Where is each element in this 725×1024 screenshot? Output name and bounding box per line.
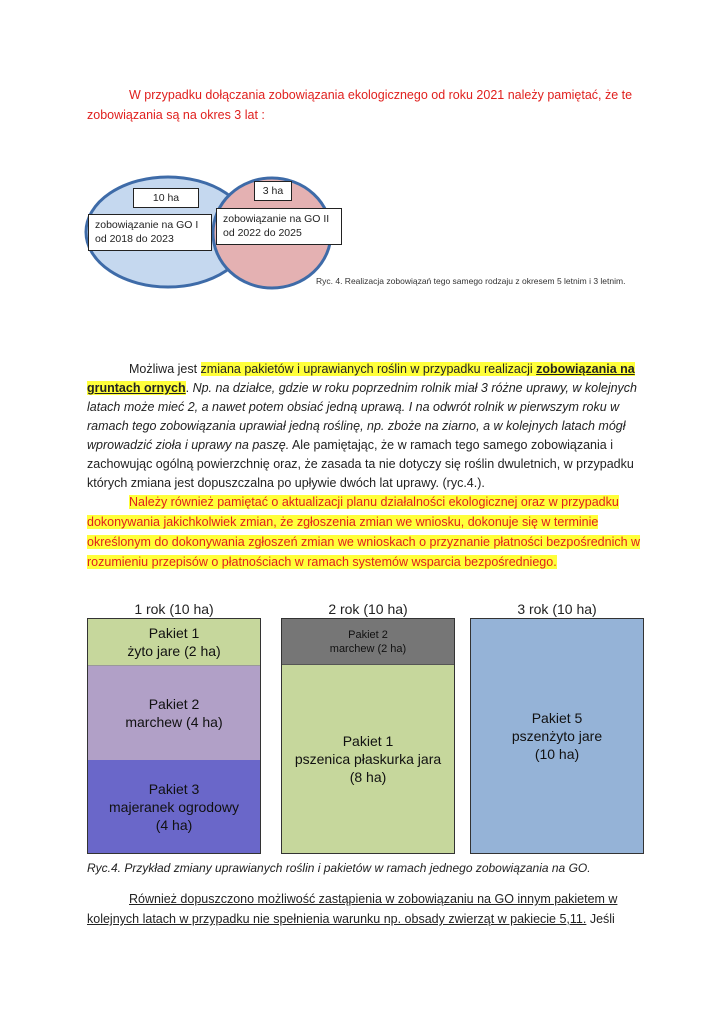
year-2-segment-2 — [282, 665, 454, 853]
year-2-title: 2 rok (10 ha) — [328, 601, 408, 617]
y1-s2-title: Pakiet 2 — [148, 696, 200, 712]
para1-text-b: . — [185, 381, 193, 395]
para2-line-3 — [87, 533, 640, 551]
para1-italic-a: Np. na działce, gdzie w roku poprzednim rolnik miał 3 różne uprawy, w kolejnych — [192, 381, 637, 395]
para1-line-4: ramach tego zobowiązania uprawiał jedną roślinę, np. zboże na ziarno, a w kolejnych latach mógł — [87, 419, 626, 433]
para1-line-5 — [87, 436, 613, 454]
venn-caption: Ryc. 4. Realizacja zobowiązań tego samego rodzaju z okresem 5 letnim i 3 letnim. — [316, 276, 626, 286]
para2-text-4: rozumieniu przepisów o płatnościach w ramach systemów wsparcia bezpośredniego. — [87, 555, 557, 569]
year-1-segment-2 — [88, 666, 260, 760]
y2-s2-title: Pakiet 1 — [342, 733, 394, 749]
para2-line-1 — [87, 493, 619, 511]
y1-s1-crop: żyto jare (2 ha) — [127, 643, 221, 659]
year-1-title: 1 rok (10 ha) — [134, 601, 214, 617]
venn-right-label-box — [216, 208, 342, 245]
year-2-column — [281, 618, 455, 854]
y2-s1-title: Pakiet 2 — [348, 628, 388, 641]
para1-text-a: Możliwa jest — [129, 362, 201, 376]
para2-text-1: Należy również pamiętać o aktualizacji planu działalności ekologicznej oraz w przypadku — [129, 495, 619, 509]
para1-line-6: zachowując ogólną powierzchnię oraz, że zasada ta nie dotyczy się roślin dwuletnich, w przypadku — [87, 457, 634, 471]
para2-text-2: dokonywania jakichkolwiek zmian, że zgłoszenia zmian we wniosku, dokonuje się w terminie — [87, 515, 599, 529]
para3-text-3: Jeśli — [586, 912, 615, 926]
venn-right-area-box: 3 ha — [254, 181, 292, 201]
y2-s2-area: (8 ha) — [349, 769, 387, 785]
venn-left-area-box: 10 ha — [133, 188, 199, 208]
year-1-column — [87, 618, 261, 854]
year-3-segment-1 — [471, 619, 643, 853]
para1-line-1 — [87, 360, 635, 378]
y1-s1-title: Pakiet 1 — [148, 625, 200, 641]
year-3-title: 3 rok (10 ha) — [517, 601, 597, 617]
y2-s2-crop: pszenica płaskurka jara — [294, 751, 442, 767]
venn-left-label-line-2: od 2018 do 2023 — [95, 233, 174, 245]
y1-s2-crop: marchew (4 ha) — [125, 714, 223, 730]
year-3-column — [470, 618, 644, 854]
y1-s3-area: (4 ha) — [155, 816, 193, 833]
venn-right-label-line-1: zobowiązanie na GO II — [223, 213, 330, 225]
para3-text-1: Również dopuszczono możliwość zastąpienia w zobowiązaniu na GO innym pakietem w — [129, 892, 618, 906]
para1-text-c: Ale pamiętając, że w ramach tego samego zobowiązania i — [289, 438, 613, 452]
para2-text-3: określonym do dokonywania zgłoszeń zmian we wnioskach o przyznanie płatności bezpośrednich w — [87, 535, 641, 549]
para1-highlight-c: gruntach ornych — [87, 381, 186, 395]
y2-s1-crop: marchew (2 ha) — [329, 642, 407, 655]
intro-line-1: W przypadku dołączania zobowiązania ekologicznego od roku 2021 należy pamiętać, że te — [129, 88, 633, 102]
y1-s3-crop: majeranek ogrodowy — [109, 798, 239, 815]
y3-s1-title: Pakiet 5 — [531, 710, 583, 726]
para3-text-2: kolejnych latach w przypadku nie spełnienia warunku np. obsady zwierząt w pakiecie 5,11. — [87, 912, 587, 926]
para1-italic-b: wprowadzić zioła i uprawy na paszę. — [87, 438, 290, 452]
year-2-segment-1 — [282, 619, 454, 665]
y3-s1-crop: pszenżyto jare — [511, 728, 603, 744]
venn-left-label-box — [88, 214, 212, 251]
y1-s3-title: Pakiet 3 — [148, 780, 200, 797]
para1-line-7: których zmiana jest dopuszczalna po upływie dwóch lat uprawy. (ryc.4.). — [87, 476, 485, 490]
para1-highlight-a: zmiana pakietów i uprawianych roślin w przypadku realizacji — [200, 362, 537, 376]
para3-line-2 — [87, 910, 615, 928]
para1-line-3: latach może mieć 2, a nawet potem obsiać jedną uprawą. I na odwrót rolnik w pierwszym roku w — [87, 400, 620, 414]
venn-right-label-line-2: od 2022 do 2025 — [223, 227, 302, 239]
para2-line-4 — [87, 553, 557, 571]
year-1-segment-3 — [88, 760, 260, 853]
para1-line-2 — [87, 379, 637, 397]
y3-s1-area: (10 ha) — [534, 746, 580, 762]
para1-highlight-b: zobowiązania na — [536, 362, 635, 376]
para3-line-1 — [87, 890, 617, 908]
venn-left-label-line-1: zobowiązanie na GO I — [95, 219, 199, 231]
intro-line-2: zobowiązania są na okres 3 lat : — [87, 108, 265, 122]
year-1-segment-1 — [88, 619, 260, 666]
para2-line-2 — [87, 513, 598, 531]
figure-caption: Ryc.4. Przykład zmiany uprawianych roślin i pakietów w ramach jednego zobowiązania na GO. — [87, 861, 591, 875]
